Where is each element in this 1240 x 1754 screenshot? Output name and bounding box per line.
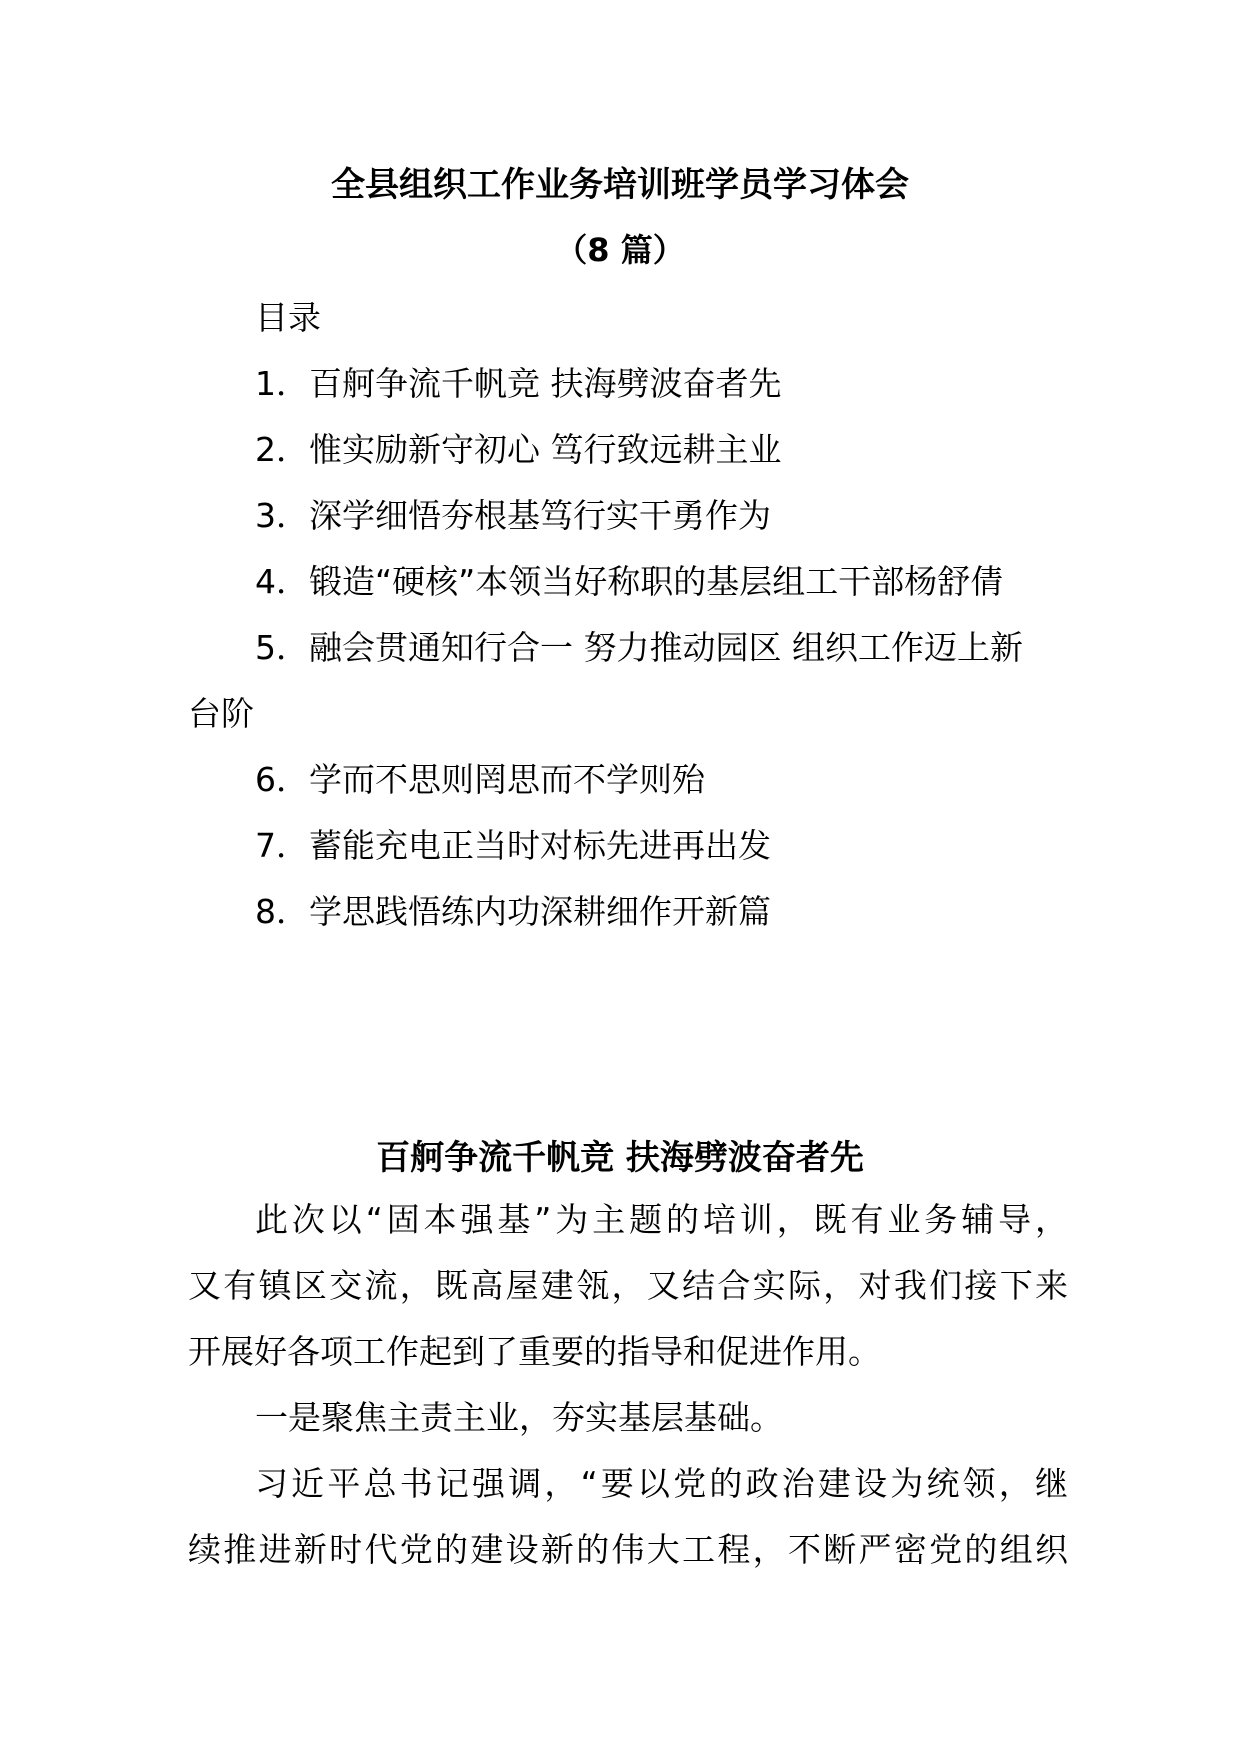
article-line: 开展好各项工作起到了重要的指导和促进作用。 bbox=[188, 1332, 881, 1371]
toc-item-7[interactable]: 7．蓄能充电正当时对标先进再出发 bbox=[255, 826, 771, 865]
toc-item-5[interactable]: 5．融会贯通知行合一 努力推动园区 组织工作迈上新 bbox=[255, 628, 1023, 667]
toc-item-5-continued[interactable]: 台阶 bbox=[188, 694, 254, 733]
article-line: 一是聚焦主责主业，夯实基层基础。 bbox=[255, 1398, 783, 1437]
article-line: 又有镇区交流，既高屋建瓴，又结合实际，对我们接下来 bbox=[188, 1266, 1068, 1305]
toc-item-4[interactable]: 4．锻造“硬核”本领当好称职的基层组工干部杨舒倩 bbox=[255, 562, 1004, 601]
document-title: 全县组织工作业务培训班学员学习体会 bbox=[331, 165, 909, 205]
toc-item-6[interactable]: 6．学而不思则罔思而不学则殆 bbox=[255, 760, 705, 799]
document-subtitle: （8 篇） bbox=[555, 231, 685, 269]
toc-item-8[interactable]: 8．学思践悟练内功深耕细作开新篇 bbox=[255, 892, 771, 931]
toc-item-2[interactable]: 2．惟实励新守初心 笃行致远耕主业 bbox=[255, 430, 782, 469]
toc-item-1[interactable]: 1．百舸争流千帆竞 扶海劈波奋者先 bbox=[255, 364, 782, 403]
article-line: 习近平总书记强调，“要以党的政治建设为统领，继 bbox=[255, 1464, 1068, 1503]
toc-heading: 目录 bbox=[255, 298, 321, 337]
toc-item-3[interactable]: 3．深学细悟夯根基笃行实干勇作为 bbox=[255, 496, 771, 535]
article-title: 百舸争流千帆竞 扶海劈波奋者先 bbox=[376, 1138, 864, 1178]
article-line: 续推进新时代党的建设新的伟大工程，不断严密党的组织 bbox=[188, 1530, 1068, 1569]
article-line: 此次以“固本强基”为主题的培训，既有业务辅导， bbox=[255, 1200, 1068, 1239]
